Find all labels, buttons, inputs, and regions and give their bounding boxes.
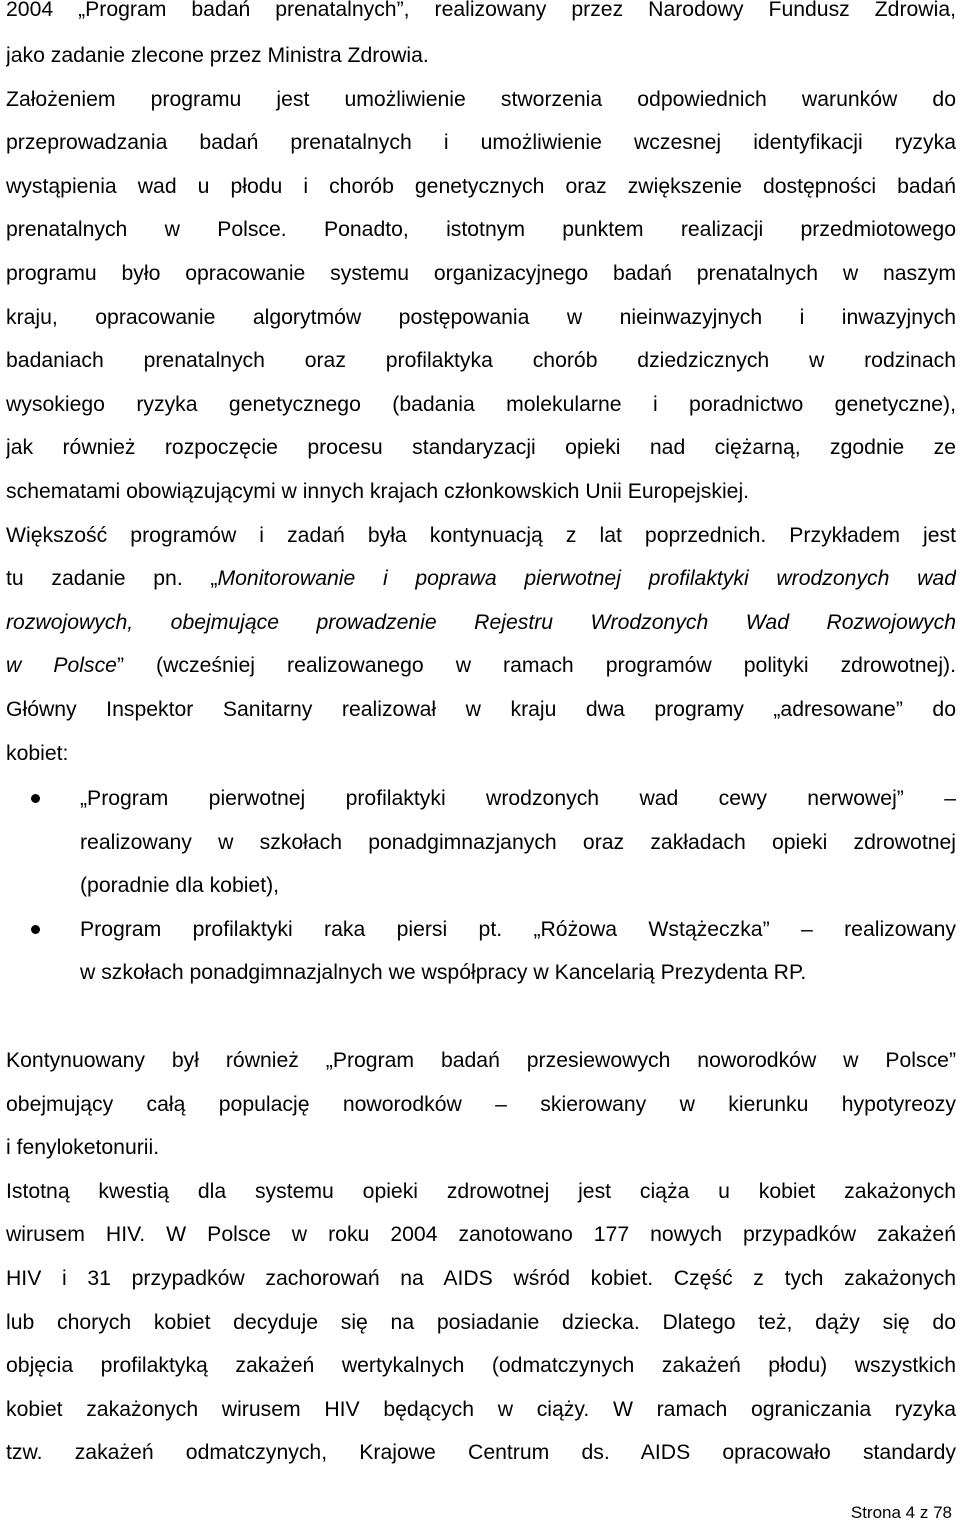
text-line: Istotną kwestią dla systemu opieki zdrowotnej jest ciąża u kobiet zakażonych: [6, 1179, 956, 1203]
bullet-icon: [31, 925, 40, 934]
paragraph-gap: [6, 995, 956, 1039]
text-line: przeprowadzania badań prenatalnych i umożliwienie wczesnej identyfikacji ryzyka: [6, 131, 956, 155]
list-item: [6, 908, 956, 995]
text-line: schematami obowiązującymi w innych krajach członkowskich Unii Europejskiej.: [6, 479, 750, 503]
text-line: (poradnie dla kobiet),: [80, 874, 280, 898]
text-line: obejmujący całą populację noworodków – skierowany w kierunku hypotyreozy: [6, 1092, 956, 1116]
text-line: realizowany w szkołach ponadgimnazjanych oraz zakładach opieki zdrowotnej: [80, 830, 956, 854]
text-line: programu było opracowanie systemu organizacyjnego badań prenatalnych w naszym: [6, 261, 956, 285]
paragraph-prenatal-program: [6, 78, 956, 514]
text-line: jak również rozpoczęcie procesu standaryzacji opieki nad ciężarną, zgodnie ze: [6, 436, 956, 460]
text-line: wirusem HIV. W Polsce w roku 2004 zanotowano 177 nowych przypadków zakażeń: [6, 1223, 956, 1247]
paragraph-hiv-pregnancy: [6, 1170, 956, 1475]
text-line: tzw. zakażeń odmatczynych, Krajowe Centrum ds. AIDS opracowało standardy: [6, 1441, 956, 1465]
intro-paragraph: [6, 0, 956, 78]
text-line: [6, 557, 956, 601]
text-line: Główny Inspektor Sanitarny realizował w kraju dwa programy „adresowane” do: [6, 697, 956, 721]
text-line: kobiet zakażonych wirusem HIV będących w ciąży. W ramach ograniczania ryzyka: [6, 1397, 956, 1421]
text-run: ” (wcześniej realizowanego w ramach programów polityki zdrowotnej).: [116, 654, 956, 678]
paragraph-continuation-programs: [6, 514, 956, 776]
page-number: Strona 4 z 78: [850, 1503, 952, 1522]
text-line: wystąpienia wad u płodu i chorób genetycznych oraz zwiększenie dostępności badań: [6, 174, 956, 198]
list-item: [6, 777, 956, 908]
text-line: w szkołach ponadgimnazjalnych we współpracy w Kancelarią Prezydenta RP.: [80, 961, 807, 985]
text-line: wysokiego ryzyka genetycznego (badania molekularne i poradnictwo genetyczne),: [6, 392, 956, 416]
text-line: 2004 „Program badań prenatalnych”, realizowany przez Narodowy Fundusz Zdrowia,: [6, 0, 956, 21]
program-title-italic: rozwojowych, obejmujące prowadzenie Rejestru Wrodzonych Wad Rozwojowych: [6, 610, 956, 634]
text-line: Kontynuowany był również „Program badań przesiewowych noworodków w Polsce”: [6, 1049, 956, 1073]
paragraph-newborn-screening: [6, 1039, 956, 1170]
text-line: Program profilaktyki raka piersi pt. „Różowa Wstążeczka” – realizowany: [80, 917, 956, 941]
text-line: i fenyloketonurii.: [6, 1136, 160, 1160]
program-title-italic: Monitorowanie i poprawa pierwotnej profilaktyki wrodzonych wad: [217, 567, 956, 591]
text-line: objęcia profilaktyką zakażeń wertykalnych (odmatczynych zakażeń płodu) wszystkich: [6, 1354, 956, 1378]
bullet-list: [6, 777, 956, 995]
text-line: kobiet:: [6, 741, 69, 765]
text-line: prenatalnych w Polsce. Ponadto, istotnym punktem realizacji przedmiotowego: [6, 218, 956, 242]
text-line: HIV i 31 przypadków zachorowań na AIDS wśród kobiet. Część z tych zakażonych: [6, 1267, 956, 1291]
text-line: lub chorych kobiet decyduje się na posiadanie dziecka. Dlatego też, dąży się do: [6, 1310, 956, 1334]
text-line: badaniach prenatalnych oraz profilaktyka chorób dziedzicznych w rodzinach: [6, 349, 956, 373]
document-page: [6, 0, 956, 1475]
text-line: [6, 644, 956, 688]
text-line: Założeniem programu jest umożliwienie stworzenia odpowiednich warunków do: [6, 87, 956, 111]
bullet-icon: [31, 794, 40, 803]
text-run: tu zadanie pn. „: [6, 567, 218, 591]
program-title-italic: w Polsce: [6, 654, 117, 678]
text-line: jako zadanie zlecone przez Ministra Zdrowia.: [6, 44, 429, 67]
text-line: „Program pierwotnej profilaktyki wrodzonych wad cewy nerwowej” –: [80, 787, 956, 811]
text-line: Większość programów i zadań była kontynuacją z lat poprzednich. Przykładem jest: [6, 523, 956, 547]
text-line: kraju, opracowanie algorytmów postępowania w nieinwazyjnych i inwazyjnych: [6, 305, 956, 329]
